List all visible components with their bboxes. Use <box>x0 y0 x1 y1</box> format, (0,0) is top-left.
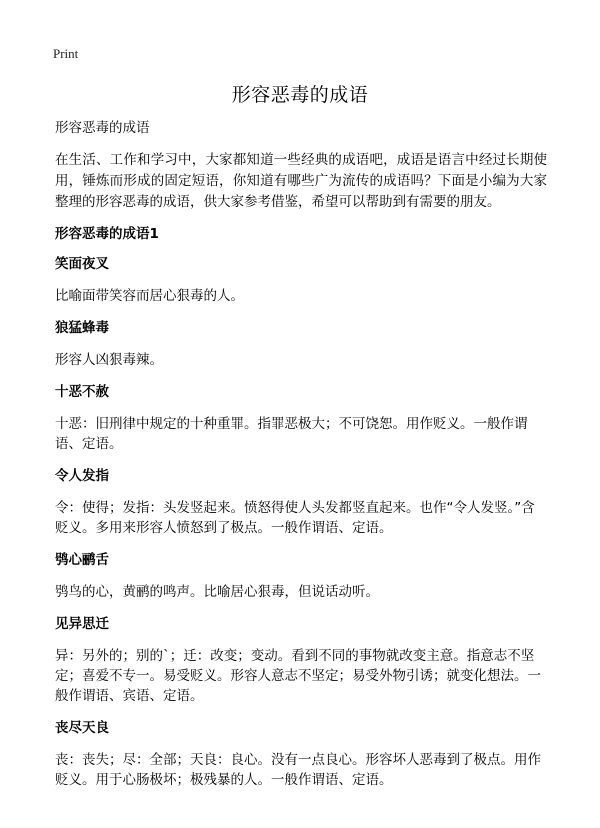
print-link[interactable]: Print <box>53 46 79 61</box>
idiom-entry <box>55 382 547 454</box>
idiom-entry <box>55 466 547 538</box>
article-subtitle: 形容恶毒的成语 <box>55 120 150 136</box>
idiom-term: 狼猛蜂毒 <box>55 320 109 336</box>
idiom-term: 丧尽天良 <box>55 720 109 736</box>
idiom-description: 鸮鸟的心，黄鹂的鸣声。比喻居心狠毒，但说话动听。 <box>55 584 379 600</box>
idiom-term: 鸮心鹂舌 <box>55 552 109 568</box>
idiom-term: 笑面夜叉 <box>55 256 109 272</box>
idiom-entry <box>55 254 547 306</box>
article-body <box>55 118 547 802</box>
idiom-description: 异：另外的；别的`；迁：改变；变动。看到不同的事物就改变主意。指意志不坚定；喜爱不专一。易受贬义。形容人意志不坚定；易受外物引诱；就变化想法。一般作谓语、宾语、定语。 <box>55 648 541 704</box>
idiom-description: 比喻面带笑容而居心狠毒的人。 <box>55 288 244 304</box>
idiom-entry <box>55 718 547 790</box>
idiom-term: 十恶不赦 <box>55 384 109 400</box>
intro-paragraph: 在生活、工作和学习中，大家都知道一些经典的成语吧，成语是语言中经过长期使用，锤炼而形成的固定短语，你知道有哪些广为流传的成语吗？下面是小编为大家整理的形容恶毒的成语，供大家参考借鉴，希望可以帮助到有需要的朋友。 <box>55 152 547 210</box>
idiom-description: 丧：丧失；尽：全部；天良：良心。没有一点良心。形容坏人恶毒到了极点。用作贬义。用于心肠极坏；极残暴的人。一般作谓语、定语。 <box>55 752 541 788</box>
idiom-term: 见异思迁 <box>55 616 109 632</box>
idiom-entry <box>55 614 547 706</box>
idiom-description: 形容人凶狠毒辣。 <box>55 352 163 368</box>
page-title: 形容恶毒的成语 <box>231 84 369 106</box>
section-heading: 形容恶毒的成语1 <box>55 226 159 242</box>
idiom-entry <box>55 550 547 602</box>
idiom-term: 令人发指 <box>55 468 109 484</box>
idiom-entry <box>55 318 547 370</box>
idiom-description: 十恶：旧刑律中规定的十种重罪。指罪恶极大；不可饶恕。用作贬义。一般作谓语、定语。 <box>55 416 528 452</box>
idiom-description: 令：使得；发指：头发竖起来。愤怒得使人头发都竖直起来。也作“令人发竖。”含贬义。多用来形容人愤怒到了极点。一般作谓语、定语。 <box>55 500 535 536</box>
